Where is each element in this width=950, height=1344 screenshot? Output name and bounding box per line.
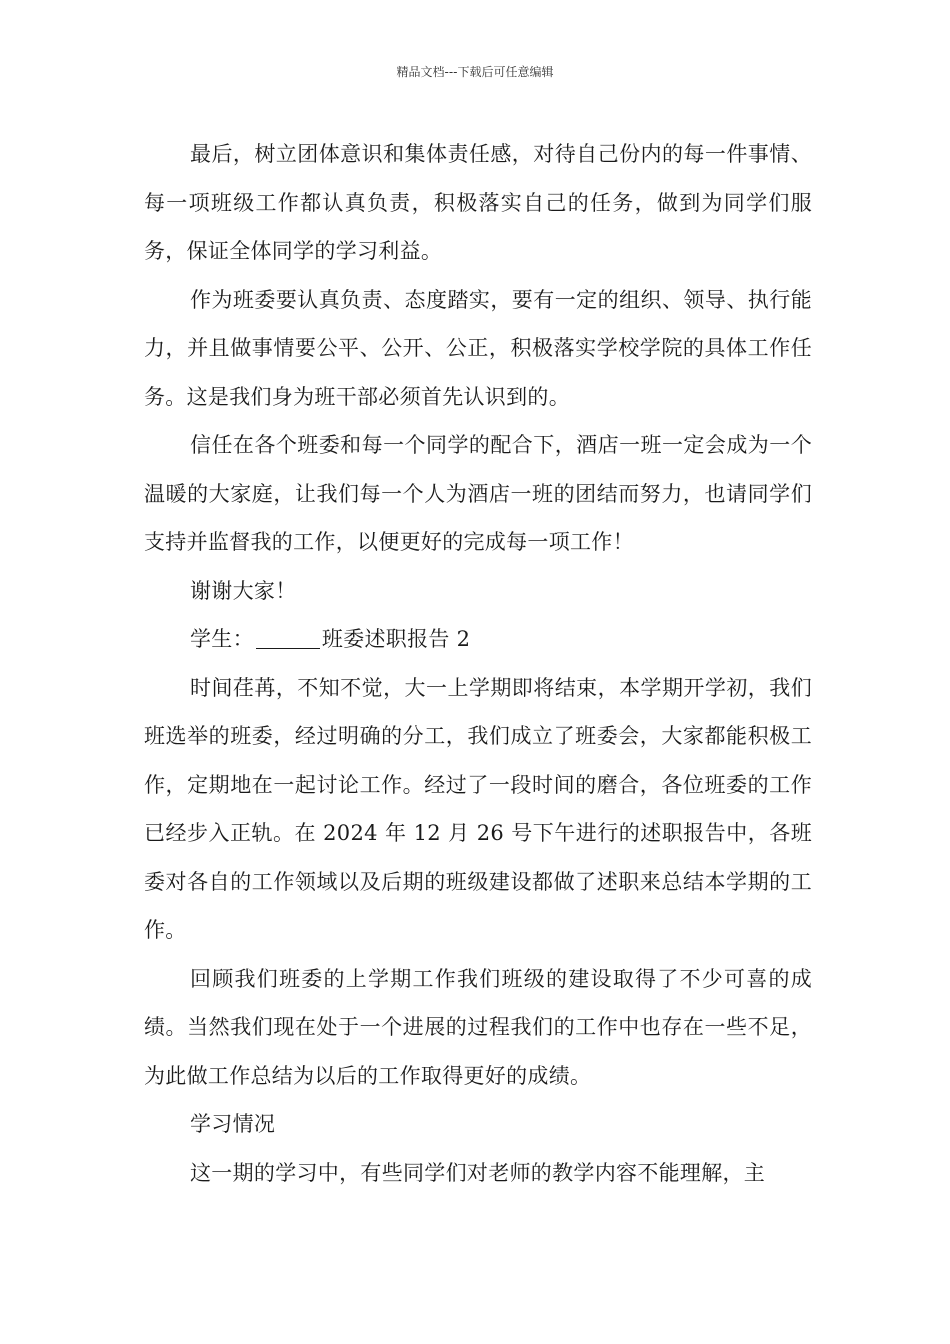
subheading: 学习情况 xyxy=(190,1112,276,1136)
paragraph: 时间荏苒，不知不觉，大一上学期即将结束，本学期开学初，我们班选举的班委，经过明确的分工，我们成立了班委会，大家都能积极工作，定期地在一起讨论工作。经过了一段时间的磨合，各位班委的工作已经步入正轨。在 2024 年 12 月 26 号下午进行的述职报告中，各班委对各自的工作领域以及后期的班级建设都做了述职来总结本学期的工作。 xyxy=(144,675,812,942)
title-suffix: 班委述职报告 2 xyxy=(321,627,471,651)
section-title xyxy=(144,615,812,664)
paragraph: 谢谢大家！ xyxy=(190,578,297,603)
paragraph: 信任在各个班委和每一个同学的配合下，酒店一班一定会成为一个温暖的大家庭，让我们每一个人为酒店一班的团结而努力，也请同学们支持并监督我的工作，以便更好的完成每一项工作！ xyxy=(144,433,812,554)
paragraph: 回顾我们班委的上学期工作我们班级的建设取得了不少可喜的成绩。当然我们现在处于一个进展的过程我们的工作中也存在一些不足，为此做工作总结为以后的工作取得更好的成绩。 xyxy=(144,966,812,1088)
page-header: 精品文档---下载后可任意编辑 xyxy=(396,65,554,79)
blank-underline xyxy=(256,627,320,649)
document-body xyxy=(144,130,812,1197)
title-prefix: 学生： xyxy=(190,627,254,651)
paragraph: 最后，树立团体意识和集体责任感，对待自己份内的每一件事情、每一项班级工作都认真负责，积极落实自己的任务，做到为同学们服务，保证全体同学的学习利益。 xyxy=(144,142,812,263)
paragraph: 这一期的学习中，有些同学们对老师的教学内容不能理解，主 xyxy=(190,1160,766,1185)
paragraph: 作为班委要认真负责、态度踏实，要有一定的组织、领导、执行能力，并且做事情要公平、公开、公正，积极落实学校学院的具体工作任务。这是我们身为班干部必须首先认识到的。 xyxy=(144,287,812,409)
